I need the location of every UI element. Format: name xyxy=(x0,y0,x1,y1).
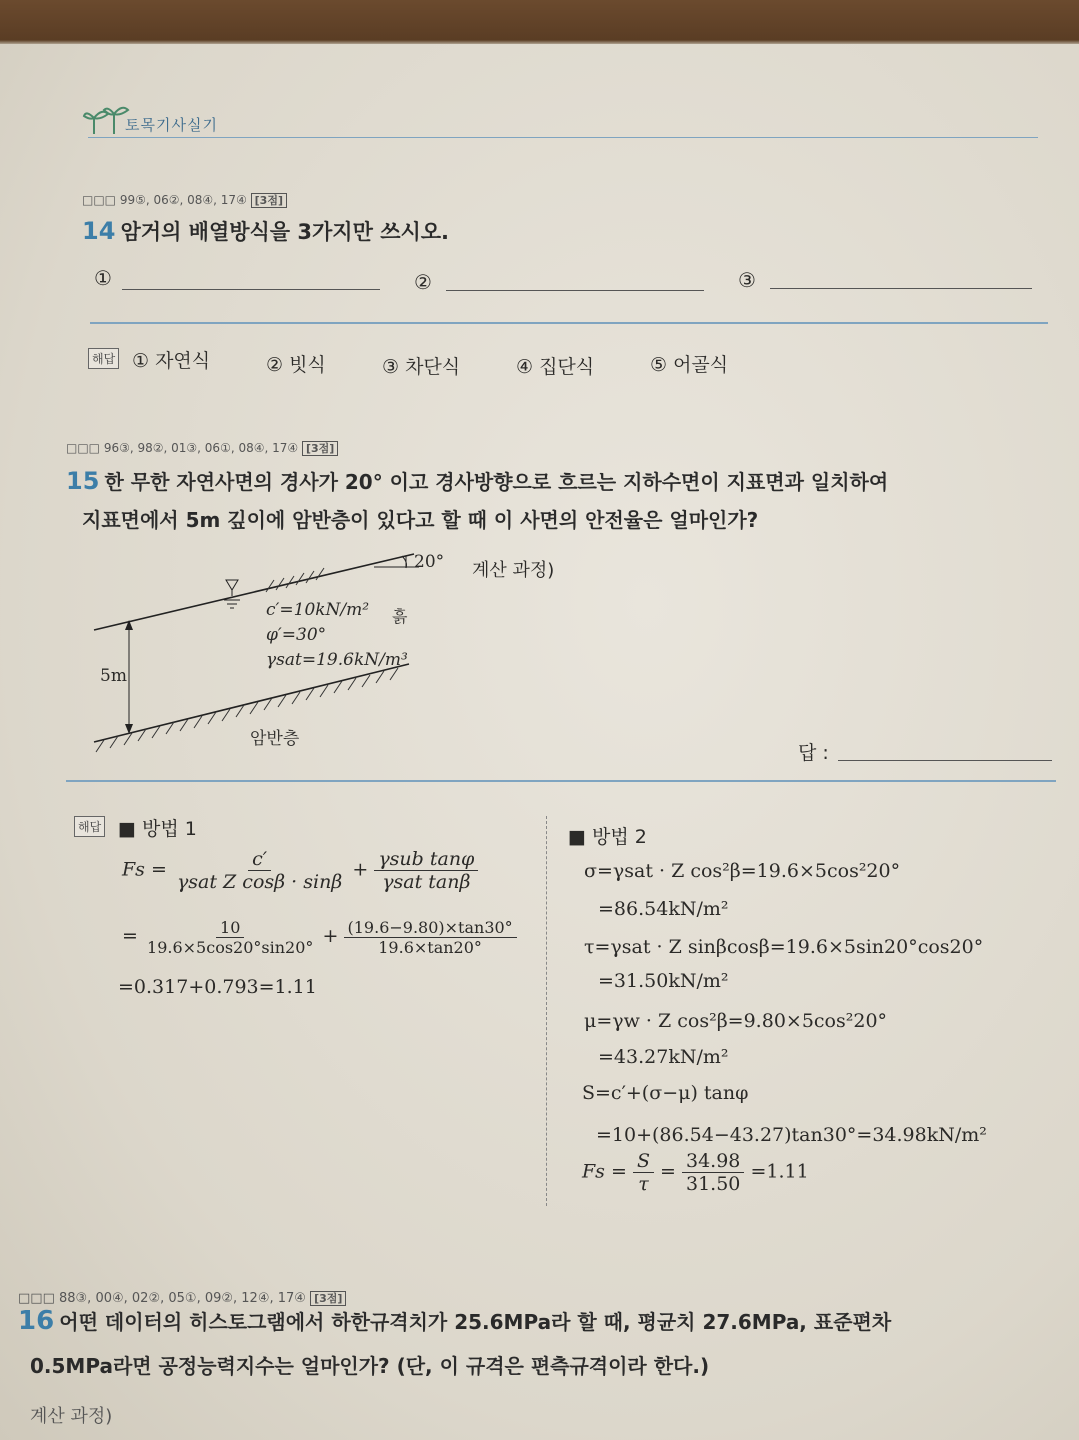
fig-rock: 암반층 xyxy=(250,729,300,749)
method1-result: =0.317+0.793=1.11 xyxy=(118,976,317,998)
q15-calc-label: 계산 과정) xyxy=(472,560,555,581)
method2-mu-result: =43.27kN/m² xyxy=(598,1046,729,1068)
q15-divider xyxy=(66,780,1056,782)
q14-blank-2-label: ② xyxy=(414,270,432,294)
q14-blank-2[interactable] xyxy=(446,290,704,291)
q16-meta: □□□ 88③, 00④, 02②, 05①, 09②, 12④, 17④ [3점] xyxy=(18,1290,346,1306)
q14-answer-5: ⑤ 어골식 xyxy=(650,354,729,376)
header-rule xyxy=(88,137,1038,138)
q15-answer-tag: 해답 xyxy=(74,816,105,837)
fig-depth: 5m xyxy=(100,666,127,686)
q15-question-line2: 지표면에서 5m 깊이에 암반층이 있다고 할 때 이 사면의 안전율은 얼마인가? xyxy=(82,508,759,532)
q14-meta: □□□ 99⑤, 06②, 08④, 17④ [3점] xyxy=(82,192,287,208)
q14-answer-tag: 해답 xyxy=(88,348,119,369)
method2-strength: S=c′+(σ−μ) tanφ xyxy=(582,1082,749,1104)
fig-gamma: γsat=19.6kN/m³ xyxy=(266,650,408,670)
fig-soil: 흙 xyxy=(392,607,408,626)
q16-question-line2: 0.5MPa라면 공정능력지수는 얼마인가? (단, 이 규격은 편측규격이라 한다.) xyxy=(30,1354,710,1378)
header-title: 토목기사실기 xyxy=(125,116,218,134)
q15-answer-blank[interactable] xyxy=(838,760,1052,761)
method2-strength-result: =10+(86.54−43.27)tan30°=34.98kN/m² xyxy=(596,1124,987,1146)
q14-answer-4: ④ 집단식 xyxy=(516,356,595,378)
method2-tau-result: =31.50kN/m² xyxy=(598,970,729,992)
q14-answer-1: ① 자연식 xyxy=(132,350,211,372)
q15-meta: □□□ 96③, 98②, 01③, 06①, 08④, 17④ [3점] xyxy=(66,440,338,456)
q14-blank-3[interactable] xyxy=(770,288,1032,289)
q14-answer-2: ② 빗식 xyxy=(266,354,326,376)
q14-blank-1[interactable] xyxy=(122,289,380,290)
method2-mu: μ=γw · Z cos²β=9.80×5cos²20° xyxy=(584,1010,888,1032)
fig-cohesion: c′=10kN/m² xyxy=(266,600,370,620)
q14-question: 14 암거의 배열방식을 3가지만 쓰시오. xyxy=(82,217,450,245)
q14-blank-1-label: ① xyxy=(94,266,112,290)
method1-title: ■ 방법 1 xyxy=(118,818,197,840)
fig-phi: φ′=30° xyxy=(266,625,327,645)
method2-sigma-result: =86.54kN/m² xyxy=(598,898,729,920)
method1-formula: Fs = $\frac{c'}{\text{γsat Z cosβ · sinβ}}$ + $\frac{\text{γsub tanφ}}{\text{γsat tanβ}}$ xyxy=(122,848,478,893)
method1-substitution: = $\frac{10}{19.6\times 5\cos 20^\circ\sin 20^\circ}$ + $\frac{(19.6-9.80)\times\tan 30^\circ}{19.6\times\tan 20^\circ}$ xyxy=(122,918,517,957)
fig-angle: 20° xyxy=(414,552,445,572)
method2-sigma: σ=γsat · Z cos²β=19.6×5cos²20° xyxy=(584,860,901,882)
q15-answer-label: 답 : xyxy=(798,742,829,764)
q14-divider xyxy=(90,322,1048,324)
method2-fs: Fs = $\frac{S}{\tau}$ = $\frac{34.98}{31.50}$ =1.11 xyxy=(582,1150,809,1195)
q16-calc-label: 계산 과정) xyxy=(30,1406,113,1427)
q14-blank-3-label: ③ xyxy=(738,268,756,292)
method2-title: ■ 방법 2 xyxy=(568,826,647,848)
method-separator xyxy=(546,816,547,1206)
q15-question-line1: 15 한 무한 자연사면의 경사가 20° 이고 경사방향으로 흐르는 지하수면이 지표면과 일치하여 xyxy=(66,467,889,495)
method2-tau: τ=γsat · Z sinβcosβ=19.6×5sin20°cos20° xyxy=(584,936,984,958)
q14-answer-3: ③ 차단식 xyxy=(382,356,461,378)
q16-question-line1: 16 어떤 데이터의 히스토그램에서 하한규격치가 25.6MPa라 할 때, 평균치 27.6MPa, 표준편차 xyxy=(18,1306,892,1336)
